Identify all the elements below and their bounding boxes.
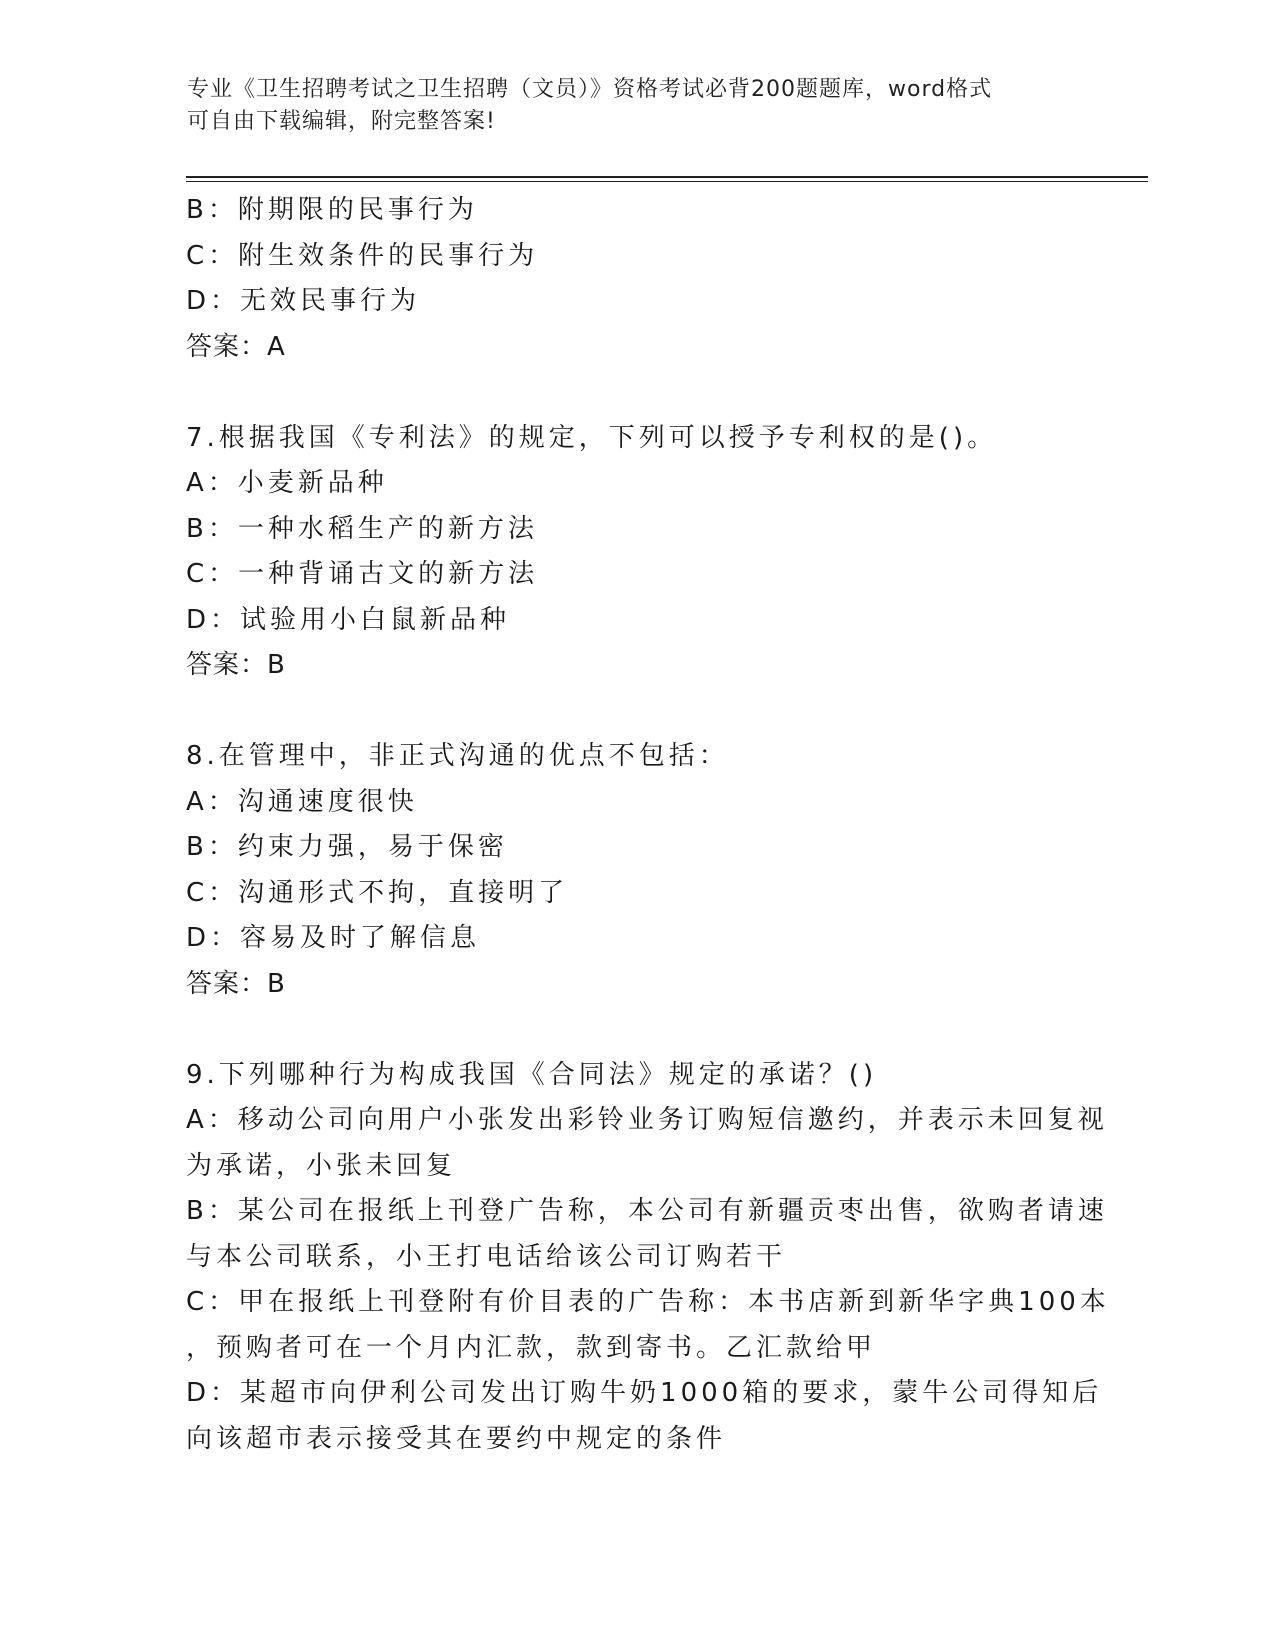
option-b: B：附期限的民事行为 — [186, 195, 478, 225]
header-divider-thin — [186, 181, 1148, 182]
option-b-line-2: 与本公司联系，小王打电话给该公司订购若干 — [186, 1241, 787, 1272]
spacer — [186, 1007, 1086, 1053]
question-8 — [186, 734, 1086, 1007]
header-divider-thick — [186, 176, 1148, 178]
option-a-line-2: 为承诺，小张未回复 — [186, 1150, 457, 1181]
answer-line: 答案：B — [186, 650, 286, 680]
option-a: A：小麦新品种 — [186, 468, 388, 498]
option-a: A：沟通速度很快 — [186, 786, 418, 817]
option-c: C：沟通形式不拘，直接明了 — [186, 877, 569, 908]
answer-line: 答案：B — [186, 968, 286, 999]
question-9 — [186, 1053, 1110, 1463]
option-b: B：约束力强，易于保密 — [186, 832, 508, 862]
question-stem: 7.根据我国《专利法》的规定，下列可以授予专利权的是()。 — [186, 422, 998, 453]
answer-line: 答案：A — [186, 331, 286, 362]
option-d: D：容易及时了解信息 — [186, 923, 481, 953]
option-b-line-1: B：某公司在报纸上刊登广告称，本公司有新疆贡枣出售，欲购者请速 — [186, 1196, 1108, 1226]
option-c-line-2: ，预购者可在一个月内汇款，款到寄书。乙汇款给甲 — [186, 1332, 877, 1363]
option-c: C：一种背诵古文的新方法 — [186, 559, 539, 589]
option-c: C：附生效条件的民事行为 — [186, 240, 539, 271]
document-header — [187, 74, 1087, 138]
option-b: B：一种水稻生产的新方法 — [186, 513, 538, 544]
header-title-line-2: 可自由下载编辑，附完整答案! — [187, 109, 496, 134]
question-list — [186, 188, 1110, 1462]
question-7 — [186, 416, 1086, 689]
question-6-continued — [186, 188, 1086, 370]
question-stem: 9.下列哪种行为构成我国《合同法》规定的承诺？() — [186, 1059, 878, 1090]
option-c-line-1: C：甲在报纸上刊登附有价目表的广告称：本书店新到新华字典100本 — [186, 1287, 1110, 1317]
option-a-line-1: A：移动公司向用户小张发出彩铃业务订购短信邀约，并表示未回复视 — [186, 1105, 1108, 1135]
spacer — [186, 689, 1086, 735]
option-d-line-2: 向该超市表示接受其在要约中规定的条件 — [186, 1423, 727, 1454]
option-d: D：试验用小白鼠新品种 — [186, 604, 511, 635]
option-d-line-1: D：某超市向伊利公司发出订购牛奶1000箱的要求，蒙牛公司得知后 — [186, 1378, 1103, 1408]
header-title-line-1: 专业《卫生招聘考试之卫生招聘（文员）》资格考试必背200题题库，word格式 — [187, 77, 993, 102]
question-stem: 8.在管理中，非正式沟通的优点不包括： — [186, 741, 729, 771]
spacer — [186, 370, 1086, 416]
option-d: D：无效民事行为 — [186, 286, 421, 316]
